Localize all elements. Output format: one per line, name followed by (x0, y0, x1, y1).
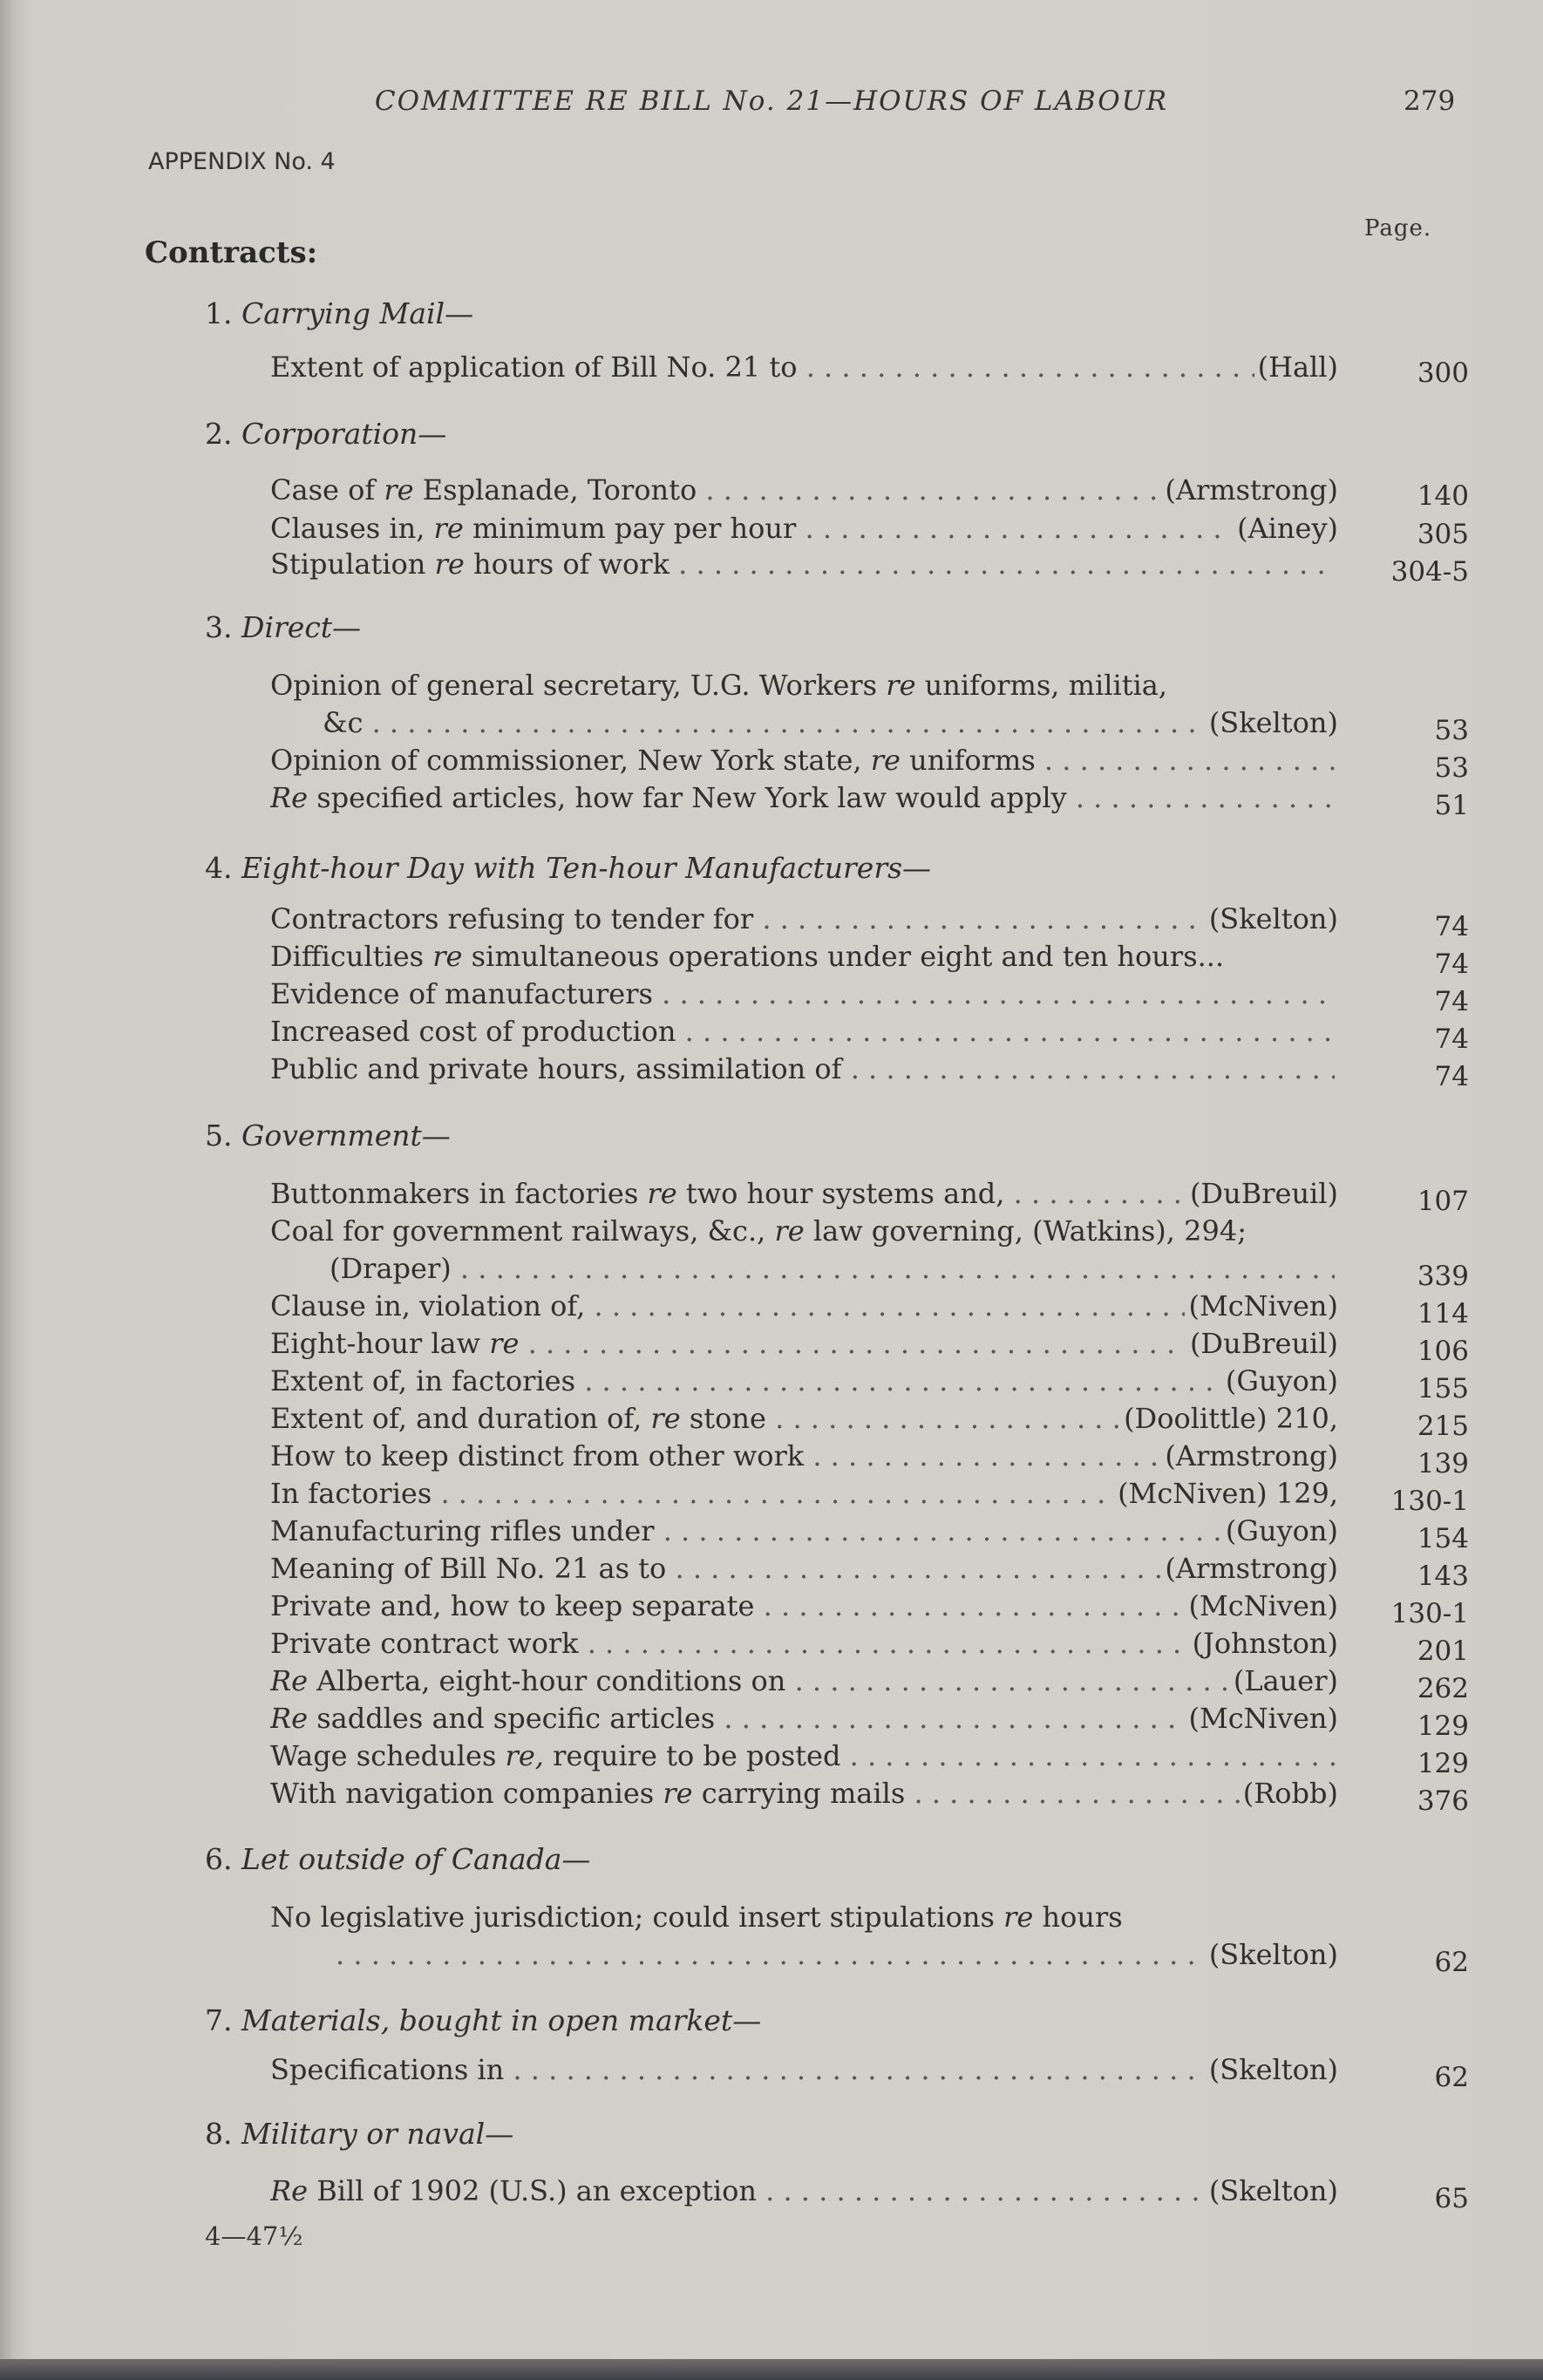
entry-text: Public and private hours, assimilation of (270, 1052, 842, 1085)
index-entry (270, 1739, 1338, 1776)
index-entry (270, 1327, 1338, 1363)
entry-text: Evidence of manufacturers (270, 977, 653, 1010)
entry-witness: (McNiven) 129, (1118, 1477, 1338, 1510)
index-entry (270, 1627, 1338, 1663)
entry-text-pre: With navigation companies (270, 1777, 663, 1810)
heading-number: 4. (205, 851, 233, 885)
entry-page: 339 (1417, 1261, 1469, 1292)
entry-page: 74 (1434, 1061, 1469, 1092)
index-entry-continuation (323, 706, 1338, 743)
index-entry (270, 669, 1338, 705)
index-entry (270, 2174, 1338, 2211)
index-entry (270, 512, 1338, 548)
entry-text: minimum pay per hour (463, 512, 797, 545)
entry-page: 106 (1417, 1336, 1469, 1367)
index-entry (270, 1589, 1338, 1626)
index-entry (270, 1552, 1338, 1588)
entry-witness: (McNiven) (1188, 1589, 1338, 1622)
entry-text: Alberta, eight-hour conditions on (308, 1664, 786, 1697)
section-title: Contracts: (145, 235, 318, 270)
entry-witness: (Armstrong) (1165, 473, 1338, 507)
heading-text: Government— (241, 1119, 451, 1153)
index-entry (270, 1777, 1338, 1813)
entry-page: 262 (1417, 1673, 1469, 1704)
index-entry (270, 1177, 1338, 1214)
entry-witness: (Doolittle) 210, (1124, 1402, 1338, 1435)
entry-text: hours (1033, 1901, 1123, 1934)
heading-carrying-mail (205, 296, 473, 330)
entry-re: re, (505, 1739, 544, 1772)
entry-page: 215 (1417, 1411, 1469, 1442)
entry-page: 51 (1434, 790, 1469, 821)
entry-page: 143 (1417, 1561, 1469, 1592)
heading-government (205, 1119, 451, 1153)
entry-text-pre: Buttonmakers in factories (270, 1177, 648, 1210)
entry-witness: (Guyon) (1225, 1514, 1338, 1547)
entry-witness: (Armstrong) (1165, 1439, 1338, 1472)
entry-text-pre: Opinion of commissioner, New York state, (270, 744, 871, 777)
index-entry (270, 1052, 1338, 1089)
index-entry (270, 1702, 1338, 1738)
entry-text: How to keep distinct from other work (270, 1439, 805, 1472)
entry-text: Increased cost of production (270, 1015, 676, 1048)
entry-page: 65 (1434, 2183, 1469, 2214)
entry-re: Re (270, 781, 309, 814)
entry-re: re (663, 1777, 693, 1810)
index-entry (270, 473, 1338, 510)
entry-re: re (434, 547, 465, 581)
entry-text-pre: Difficulties (270, 940, 433, 973)
entry-text-pre: Case of (270, 473, 384, 507)
entry-witness: (Skelton) (1208, 706, 1338, 739)
entry-text: Clause in, violation of, (270, 1289, 586, 1323)
heading-text: Direct— (241, 610, 362, 644)
index-entry (270, 977, 1338, 1014)
entry-re: Re (270, 1702, 309, 1735)
entry-page: 53 (1434, 752, 1469, 784)
appendix-label: APPENDIX No. 4 (148, 148, 336, 175)
entry-text: In factories (270, 1477, 432, 1510)
index-entry (270, 1015, 1338, 1051)
entry-re: re (1003, 1901, 1034, 1934)
entry-page: 304-5 (1390, 556, 1469, 588)
entry-page: 300 (1417, 357, 1469, 389)
heading-text: Military or naval— (241, 2117, 514, 2151)
entry-text: &c (323, 706, 364, 739)
entry-page: 305 (1417, 519, 1469, 550)
entry-witness: (Skelton) (1208, 1938, 1338, 1971)
entry-text: require to be posted (543, 1739, 841, 1772)
entry-witness: (DuBreuil) (1189, 1177, 1338, 1210)
entry-text: Meaning of Bill No. 21 as to (270, 1552, 667, 1585)
index-entry-continuation (336, 1938, 1338, 1975)
entry-re: re (647, 1177, 677, 1210)
entry-re: re (384, 473, 414, 507)
heading-eight-hour-day (205, 851, 931, 885)
entry-text: law governing, (Watkins), 294; (804, 1214, 1247, 1248)
index-entry (270, 902, 1338, 939)
entry-page: 107 (1417, 1186, 1469, 1217)
entry-page: 154 (1417, 1523, 1469, 1554)
entry-text: simultaneous operations under eight and ten hours... (462, 940, 1225, 973)
entry-witness: (Skelton) (1208, 2174, 1338, 2207)
entry-page: 62 (1434, 2062, 1469, 2093)
entry-witness: (McNiven) (1188, 1702, 1338, 1735)
index-entry (270, 1214, 1338, 1251)
entry-text-pre: Extent of, and duration of, (270, 1402, 651, 1435)
running-head: COMMITTEE RE BILL No. 21—HOURS OF LABOUR (374, 85, 1169, 117)
heading-text: Carrying Mail— (241, 296, 474, 330)
entry-page: 74 (1434, 949, 1469, 980)
entry-witness: (Skelton) (1208, 902, 1338, 935)
heading-military-naval (205, 2117, 513, 2151)
index-entry-continuation (330, 1252, 1338, 1289)
heading-number: 5. (205, 1119, 233, 1153)
entry-page: 53 (1434, 715, 1469, 746)
entry-re: Re (270, 2174, 309, 2207)
heading-number: 6. (205, 1842, 233, 1876)
index-entry (270, 1439, 1338, 1476)
entry-re: re (432, 940, 463, 973)
entry-re: re (774, 1214, 805, 1248)
entry-re: re (870, 744, 901, 777)
entry-text: Contractors refusing to tender for (270, 902, 754, 935)
entry-text: uniforms, militia, (915, 669, 1168, 702)
heading-text: Materials, bought in open market— (241, 2003, 762, 2037)
index-entry (270, 1289, 1338, 1326)
entry-text-pre: Wage schedules (270, 1739, 506, 1772)
entry-text: specified articles, how far New York law would apply (308, 781, 1067, 814)
entry-text: carrying mails (692, 1777, 906, 1810)
page-number: 279 (1404, 85, 1456, 117)
entry-text: Specifications in (270, 2053, 505, 2086)
index-entry (270, 1514, 1338, 1551)
index-entry (270, 940, 1338, 976)
heading-let-outside-canada (205, 1842, 590, 1876)
scan-edge (0, 2359, 1543, 2380)
entry-page: 201 (1417, 1635, 1469, 1667)
index-entry (270, 1364, 1338, 1401)
index-entry (270, 350, 1338, 387)
entry-page: 130-1 (1390, 1486, 1469, 1517)
index-entry (270, 744, 1338, 780)
entry-text: Manufacturing rifles under (270, 1514, 655, 1547)
entry-page: 130-1 (1390, 1598, 1469, 1629)
entry-witness: (Hall) (1257, 350, 1338, 384)
index-entry (270, 1402, 1338, 1438)
entry-text: (Draper) (330, 1252, 452, 1285)
entry-re: re (433, 512, 464, 545)
entry-page: 155 (1417, 1373, 1469, 1404)
heading-number: 2. (205, 417, 233, 451)
index-entry (270, 1901, 1338, 1937)
entry-text-pre: Stipulation (270, 547, 435, 581)
index-entry (270, 1477, 1338, 1513)
entry-text: Private and, how to keep separate (270, 1589, 755, 1622)
heading-number: 3. (205, 610, 233, 644)
heading-text: Corporation— (241, 417, 447, 451)
index-entry (270, 547, 1338, 584)
entry-page: 62 (1434, 1947, 1469, 1978)
entry-text-pre: Opinion of general secretary, U.G. Workers (270, 669, 887, 702)
entry-witness: (McNiven) (1188, 1289, 1338, 1323)
entry-text: two hour systems and, (676, 1177, 1005, 1210)
entry-text-pre: Clauses in, (270, 512, 434, 545)
entry-text-pre: No legislative jurisdiction; could insert stipulations (270, 1901, 1004, 1934)
heading-number: 8. (205, 2117, 233, 2151)
entry-page: 74 (1434, 911, 1469, 942)
heading-text: Eight-hour Day with Ten-hour Manufacturers— (241, 851, 932, 885)
entry-witness: (Armstrong) (1165, 1552, 1338, 1585)
entry-text: saddles and specific articles (308, 1702, 716, 1735)
entry-text: Extent of, in factories (270, 1364, 576, 1397)
entry-text-pre: Coal for government railways, &c., (270, 1214, 775, 1248)
printer-folio: 4—47½ (205, 2221, 303, 2251)
entry-page: 376 (1417, 1785, 1469, 1817)
entry-text: Bill of 1902 (U.S.) an exception (308, 2174, 757, 2207)
entry-witness: (Guyon) (1225, 1364, 1338, 1397)
entry-page: 114 (1417, 1298, 1469, 1329)
entry-text: Esplanade, Toronto (413, 473, 697, 507)
entry-page: 129 (1417, 1748, 1469, 1779)
heading-number: 1. (205, 296, 233, 330)
heading-text: Let outside of Canada— (241, 1842, 591, 1876)
entry-page: 129 (1417, 1710, 1469, 1742)
entry-re: re (886, 669, 916, 702)
entry-re: re (489, 1327, 520, 1360)
entry-witness: (Johnston) (1192, 1627, 1338, 1660)
entry-witness: (Robb) (1242, 1777, 1338, 1810)
index-entry (270, 1664, 1338, 1701)
index-entry (270, 781, 1338, 818)
entry-page: 74 (1434, 986, 1469, 1017)
index-entry (270, 2053, 1338, 2090)
entry-re: Re (270, 1664, 309, 1697)
entry-witness: (Lauer) (1233, 1664, 1338, 1697)
entry-page: 139 (1417, 1448, 1469, 1479)
entry-text: Private contract work (270, 1627, 579, 1660)
heading-direct (205, 610, 361, 644)
entry-text: uniforms (900, 744, 1036, 777)
entry-page: 140 (1417, 480, 1469, 512)
entry-text-pre: Eight-hour law (270, 1327, 490, 1360)
heading-corporation (205, 417, 446, 451)
entry-text: stone (680, 1402, 766, 1435)
entry-witness: (Ainey) (1237, 512, 1338, 545)
entry-text: hours of work (464, 547, 670, 581)
entry-re: re (650, 1402, 681, 1435)
heading-materials (205, 2003, 761, 2037)
heading-number: 7. (205, 2003, 233, 2037)
entry-text: Extent of application of Bill No. 21 to (270, 350, 798, 384)
entry-witness: (Skelton) (1208, 2053, 1338, 2086)
page-column-label: Page. (1364, 215, 1432, 241)
entry-page: 74 (1434, 1023, 1469, 1055)
entry-witness: (DuBreuil) (1189, 1327, 1338, 1360)
